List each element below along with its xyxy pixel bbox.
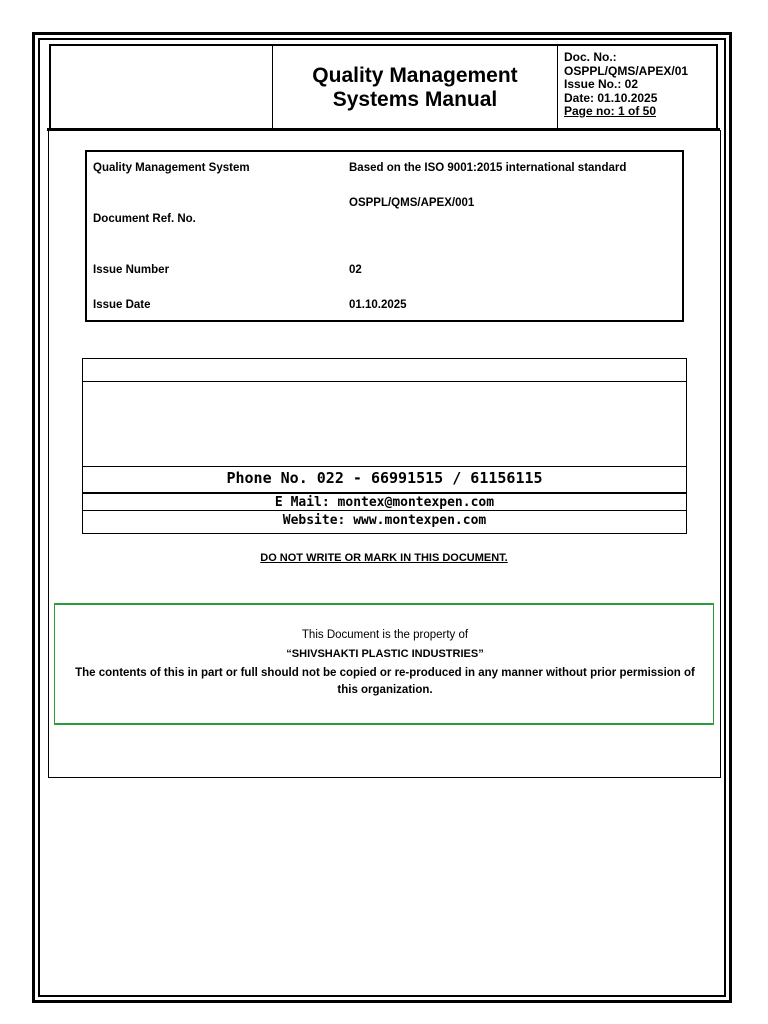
email-address: E Mail: montex@montexpen.com [83,492,686,510]
qms-value: Based on the ISO 9001:2015 international standard [349,162,627,174]
website-address: Website: www.montexpen.com [83,510,686,534]
property-notice-box [54,603,714,725]
notice-text: DO NOT WRITE OR MARK IN THIS DOCUMENT. [260,552,508,564]
title-line-2: Systems Manual [332,87,498,111]
copyright-text [45,665,725,699]
issue-number-label: Issue Number [93,264,170,276]
doc-no: OSPPL/QMS/APEX/01 [564,63,689,78]
do-not-write-notice [0,552,768,564]
doc-info-cell [558,46,716,129]
property-line: This Document is the property of [301,629,469,641]
logo-cell [51,46,273,129]
copyright-line-1: The contents of this in part or full should not be copied or re-produced in any manner without prior permission of [75,667,695,679]
issue-date-value: 01.10.2025 [349,299,407,311]
document-header [49,44,718,131]
doc-ref-value: OSPPL/QMS/APEX/001 [349,197,475,209]
contact-blank-row [83,381,686,466]
qms-label: Quality Management System [93,162,250,174]
issue-date-label: Issue Date [93,299,151,311]
copyright-line-2: this organization. [337,684,433,696]
contact-table [82,358,687,534]
info-table [85,150,684,322]
issue-number-value: 02 [349,264,362,276]
doc-date: Date: 01.10.2025 [564,90,658,105]
doc-ref-label: Document Ref. No. [93,213,196,225]
title-line-1: Quality Management [312,63,518,87]
issue-no: Issue No.: 02 [564,77,639,91]
phone-number: Phone No. 022 - 66991515 / 61156115 [83,466,686,490]
page-no: Page no: 1 of 50 [564,104,657,118]
company-name: “SHIVSHAKTI PLASTIC INDUSTRIES” [286,648,484,660]
doc-no-label: Doc. No.: [564,50,617,64]
title-cell [273,46,558,129]
page-title [295,64,535,112]
